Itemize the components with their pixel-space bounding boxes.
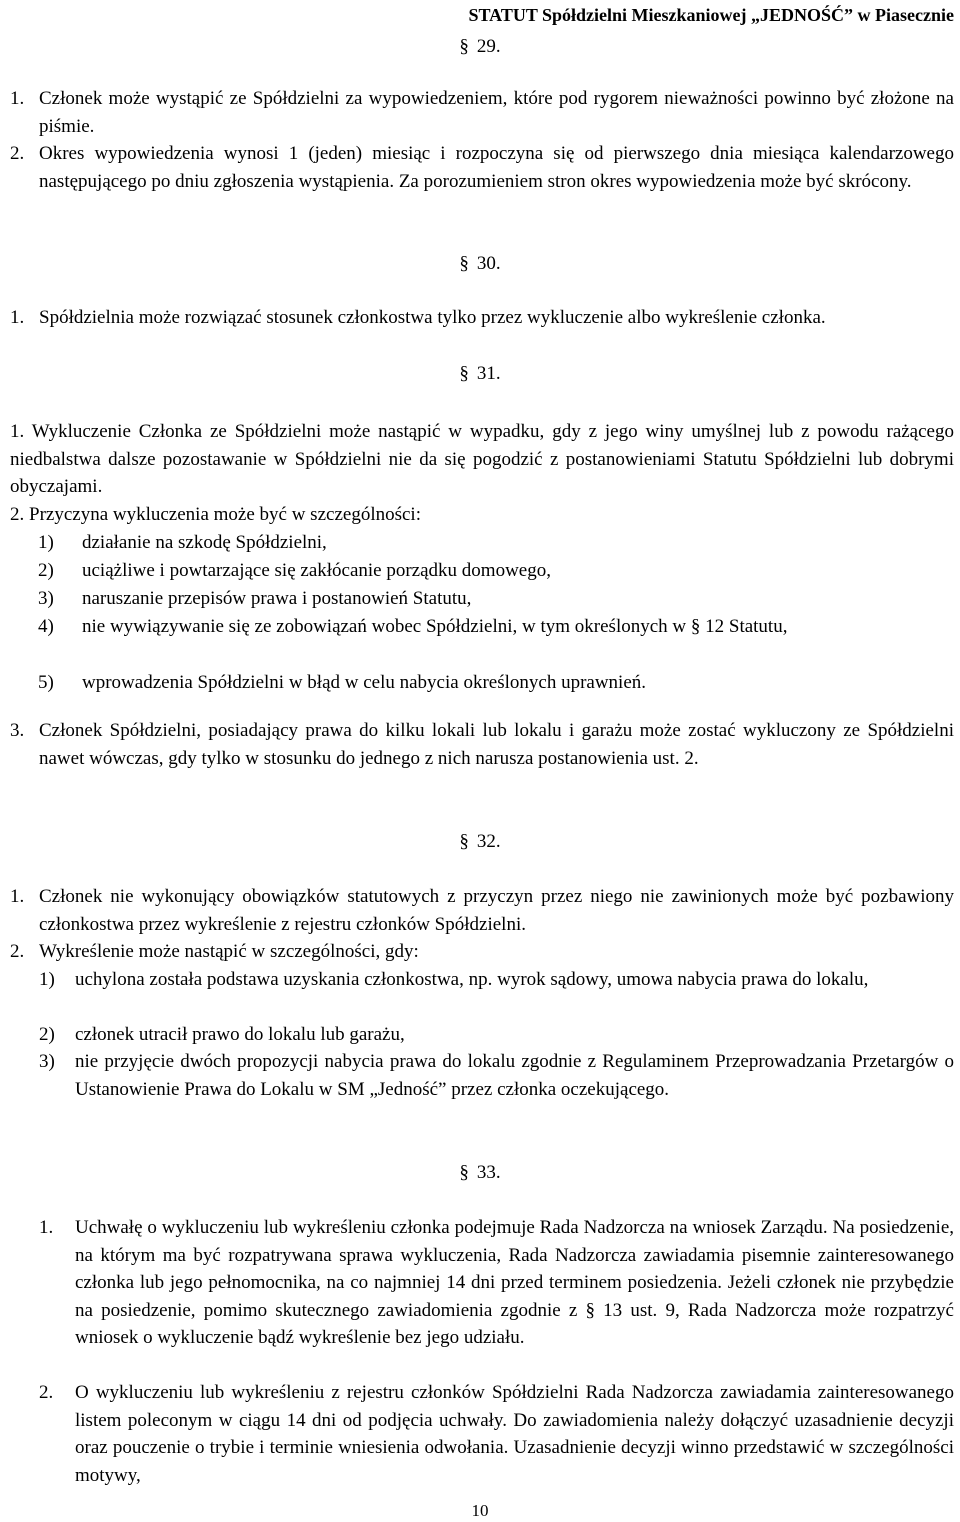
section-31-heading — [0, 360, 960, 388]
section-33-heading — [0, 1159, 960, 1187]
list-number: 4) — [38, 616, 54, 637]
paragraph-33-1 — [39, 1214, 954, 1352]
list-text: nie przyjęcie dwóch propozycji nabycia prawa do lokalu zgodnie z Regulaminem Przeprowadzania Przetargów o Ustanowienie Prawa do Lokalu w SM „Jedność” przez członka oczekującego. — [75, 1051, 954, 1100]
list-number: 2) — [39, 1024, 55, 1045]
section-sign: § — [459, 1162, 469, 1183]
paragraph-text: Członek Spółdzielni, posiadający prawa do kilku lokali lub lokalu i garażu może zostać wykluczony ze Spółdzielni nawet wówczas, gdy tylko w stosunku do jednego z nich narusza postanowienia ust. 2. — [39, 720, 954, 769]
section-number: 32. — [476, 831, 501, 852]
list-item-31-2-2 — [38, 557, 954, 585]
paragraph-text-part: 13 ust. 9, Rada Nadzorcza może rozpatrzyć wniosek o wykluczenie bądź wykreślenie bez jego udziału. — [75, 1299, 954, 1348]
paragraph-text: O wykluczeniu lub wykreśleniu z rejestru członków Spółdzielni Rada Nadzorcza zawiadamia zainteresowanego listem poleconym w ciągu 14 dni od podjęcia uchwały. Do zawiadomienia należy dołączyć uzasadnienie decyzji oraz pouczenie o trybie i terminie wniesienia odwołania. Uzasadnienie decyzji winno przedstawić w szczególności motywy, — [75, 1382, 954, 1486]
list-text — [82, 613, 954, 641]
paragraph-number: 2. — [10, 143, 25, 164]
section-sign: § — [690, 616, 701, 637]
paragraph-number: 1. — [10, 88, 25, 109]
header-label: STATUT — [468, 5, 538, 25]
paragraph-number: 1. — [39, 1217, 54, 1238]
paragraph-number: 2. — [10, 941, 25, 962]
paragraph-number: 2. — [39, 1382, 54, 1403]
list-text: uchylona została podstawa uzyskania członkostwa, np. wyrok sądowy, umowa nabycia prawa do lokalu, — [75, 969, 869, 990]
paragraph-31-2 — [10, 501, 954, 529]
section-32-heading — [0, 828, 960, 856]
list-number: 2) — [38, 560, 54, 581]
list-text: naruszanie przepisów prawa i postanowień Statutu, — [82, 588, 472, 609]
list-number: 1) — [39, 969, 55, 990]
list-text: członek utracił prawo do lokalu lub garażu, — [75, 1024, 405, 1045]
paragraph-text — [75, 1214, 954, 1352]
list-item-31-2-5 — [38, 669, 954, 697]
list-item-32-2-3 — [39, 1048, 954, 1103]
paragraph-number: 1. — [10, 307, 25, 328]
section-number: 30. — [476, 253, 501, 274]
list-text-part: nie wywiązywanie się ze zobowiązań wobec Spółdzielni, w tym określonych w — [82, 616, 687, 637]
list-text: działanie na szkodę Spółdzielni, — [82, 532, 327, 553]
section-sign: § — [459, 363, 469, 384]
list-item-31-2-3 — [38, 585, 954, 613]
section-number: 31. — [476, 363, 501, 384]
paragraph-text: Przyczyna wykluczenia może być w szczególności: — [29, 504, 421, 525]
paragraph-30-1 — [10, 304, 954, 332]
list-item-32-2-2 — [39, 1021, 954, 1049]
list-number: 5) — [38, 672, 54, 693]
paragraph-text: Członek może wystąpić ze Spółdzielni za wypowiedzeniem, które pod rygorem nieważności powinno być złożone na piśmie. — [39, 88, 954, 137]
paragraph-text: Okres wypowiedzenia wynosi 1 (jeden) miesiąc i rozpoczyna się od pierwszego dnia miesiąca kalendarzowego następującego po dniu zgłoszenia wystąpienia. Za porozumieniem stron okres wypowiedzenia może być skrócony. — [39, 143, 954, 192]
section-number: 33. — [476, 1162, 501, 1183]
paragraph-text: Spółdzielnia może rozwiązać stosunek członkostwa tylko przez wykluczenie albo wykreślenie członka. — [39, 307, 826, 328]
paragraph-number: 3. — [10, 720, 25, 741]
page-number: 10 — [471, 1501, 489, 1520]
page-header — [468, 3, 954, 27]
paragraph-29-1 — [10, 85, 954, 140]
list-item-31-2-1 — [38, 529, 954, 557]
paragraph-text: Wykreślenie może nastąpić w szczególności, gdy: — [39, 941, 419, 962]
paragraph-number: 1. — [10, 886, 25, 907]
paragraph-33-2 — [39, 1379, 954, 1489]
section-sign: § — [459, 36, 469, 57]
paragraph-text: Członek nie wykonujący obowiązków statutowych z przyczyn przez niego nie zawinionych może być pozbawiony członkostwa przez wykreślenie z rejestru członków Spółdzielni. — [39, 886, 954, 935]
paragraph-body: Wykluczenie Członka ze Spółdzielni może nastąpić w wypadku, gdy z jego winy umyślnej lub z powodu rażącego niedbalstwa dalsze pozostawanie w Spółdzielni nie da się pogodzić z postanowieniami Statutu Spółdzielni lub dobrymi obyczajami. — [10, 421, 954, 497]
section-sign: § — [459, 831, 469, 852]
paragraph-29-2 — [10, 140, 954, 195]
header-title: Spółdzielni Mieszkaniowej „JEDNOŚĆ” w Piasecznie — [542, 5, 954, 25]
paragraph-32-2 — [10, 938, 954, 966]
section-sign: § — [585, 1299, 595, 1321]
section-29-heading — [0, 33, 960, 61]
list-number: 3) — [38, 588, 54, 609]
paragraph-31-3 — [10, 717, 954, 772]
section-sign: § — [459, 253, 469, 274]
paragraph-number: 1. — [10, 421, 25, 442]
list-text-part: 12 Statutu, — [705, 616, 788, 637]
list-number: 1) — [38, 532, 54, 553]
list-text: uciążliwe i powtarzające się zakłócanie porządku domowego, — [82, 560, 551, 581]
list-text: wprowadzenia Spółdzielni w błąd w celu nabycia określonych uprawnień. — [82, 672, 647, 693]
paragraph-text — [10, 418, 954, 501]
list-item-31-2-4 — [38, 613, 954, 641]
section-30-heading — [0, 250, 960, 278]
list-item-32-2-1 — [39, 966, 954, 994]
paragraph-number: 2. — [10, 504, 25, 525]
paragraph-31-1 — [10, 418, 954, 501]
paragraph-32-1 — [10, 883, 954, 938]
section-number: 29. — [476, 36, 501, 57]
paragraph-text-part: Uchwałę o wykluczeniu lub wykreśleniu członka podejmuje Rada Nadzorcza na wniosek Zarządu. Na posiedzenie, na którym ma być rozpatrywana sprawa wykluczenia, Rada Nadzorcza zawiadamia pisemnie zainteresowanego członka lub jego pełnomocnika, na co najmniej 14 dni przed terminem posiedzenia. Jeżeli członek nie przybędzie na posiedzenie, pomimo skutecznego zawiadomienia zgodnie z — [75, 1217, 954, 1321]
list-number: 3) — [39, 1051, 55, 1072]
